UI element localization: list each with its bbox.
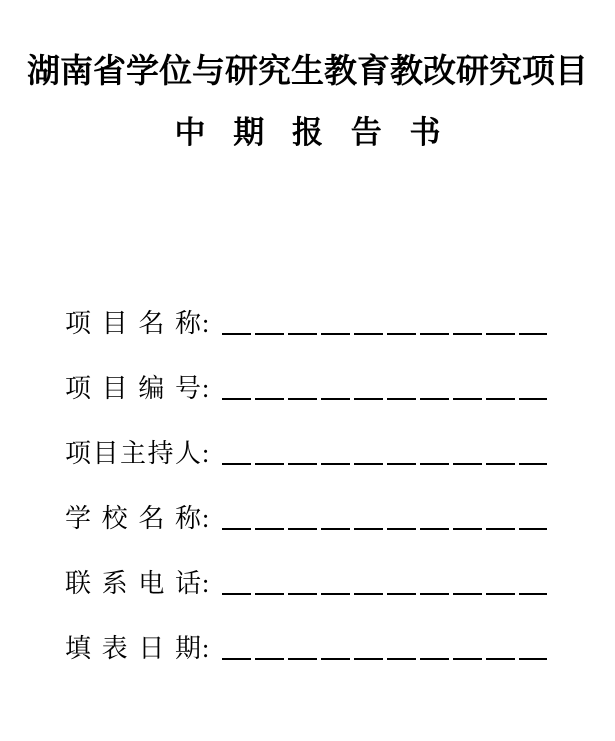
field-label: 联系电话	[65, 569, 201, 598]
field-row-project-number	[65, 375, 547, 403]
project-name-blank[interactable]	[222, 310, 547, 338]
field-underline	[222, 463, 547, 465]
project-leader-blank[interactable]	[222, 440, 547, 468]
field-underline	[222, 398, 547, 400]
form-fields	[0, 310, 615, 663]
field-colon: :	[202, 309, 210, 338]
field-colon: :	[202, 374, 210, 403]
document-subtitle-text: 中期报告书	[174, 115, 441, 150]
field-row-fill-date	[65, 635, 547, 663]
field-colon: :	[202, 504, 210, 533]
field-underline	[222, 528, 547, 530]
field-label: 填表日期	[65, 634, 201, 663]
project-number-blank[interactable]	[222, 375, 547, 403]
field-label: 项目编号	[65, 374, 201, 403]
field-label: 项目名称	[65, 309, 201, 338]
field-row-project-leader	[65, 440, 547, 468]
document-title: 湖南省学位与研究生教育教改研究项目	[27, 54, 588, 90]
field-underline	[222, 658, 547, 660]
field-colon: :	[202, 439, 210, 468]
field-underline	[222, 333, 547, 335]
fill-date-blank[interactable]	[222, 635, 547, 663]
field-label: 项目主持人	[65, 439, 201, 468]
field-row-contact-phone	[65, 570, 547, 598]
field-colon: :	[202, 634, 210, 663]
school-name-blank[interactable]	[222, 505, 547, 533]
field-colon: :	[202, 569, 210, 598]
field-row-project-name	[65, 310, 547, 338]
document-subtitle	[0, 114, 615, 152]
field-underline	[222, 593, 547, 595]
contact-phone-blank[interactable]	[222, 570, 547, 598]
field-row-school-name	[65, 505, 547, 533]
field-label: 学校名称	[65, 504, 201, 533]
